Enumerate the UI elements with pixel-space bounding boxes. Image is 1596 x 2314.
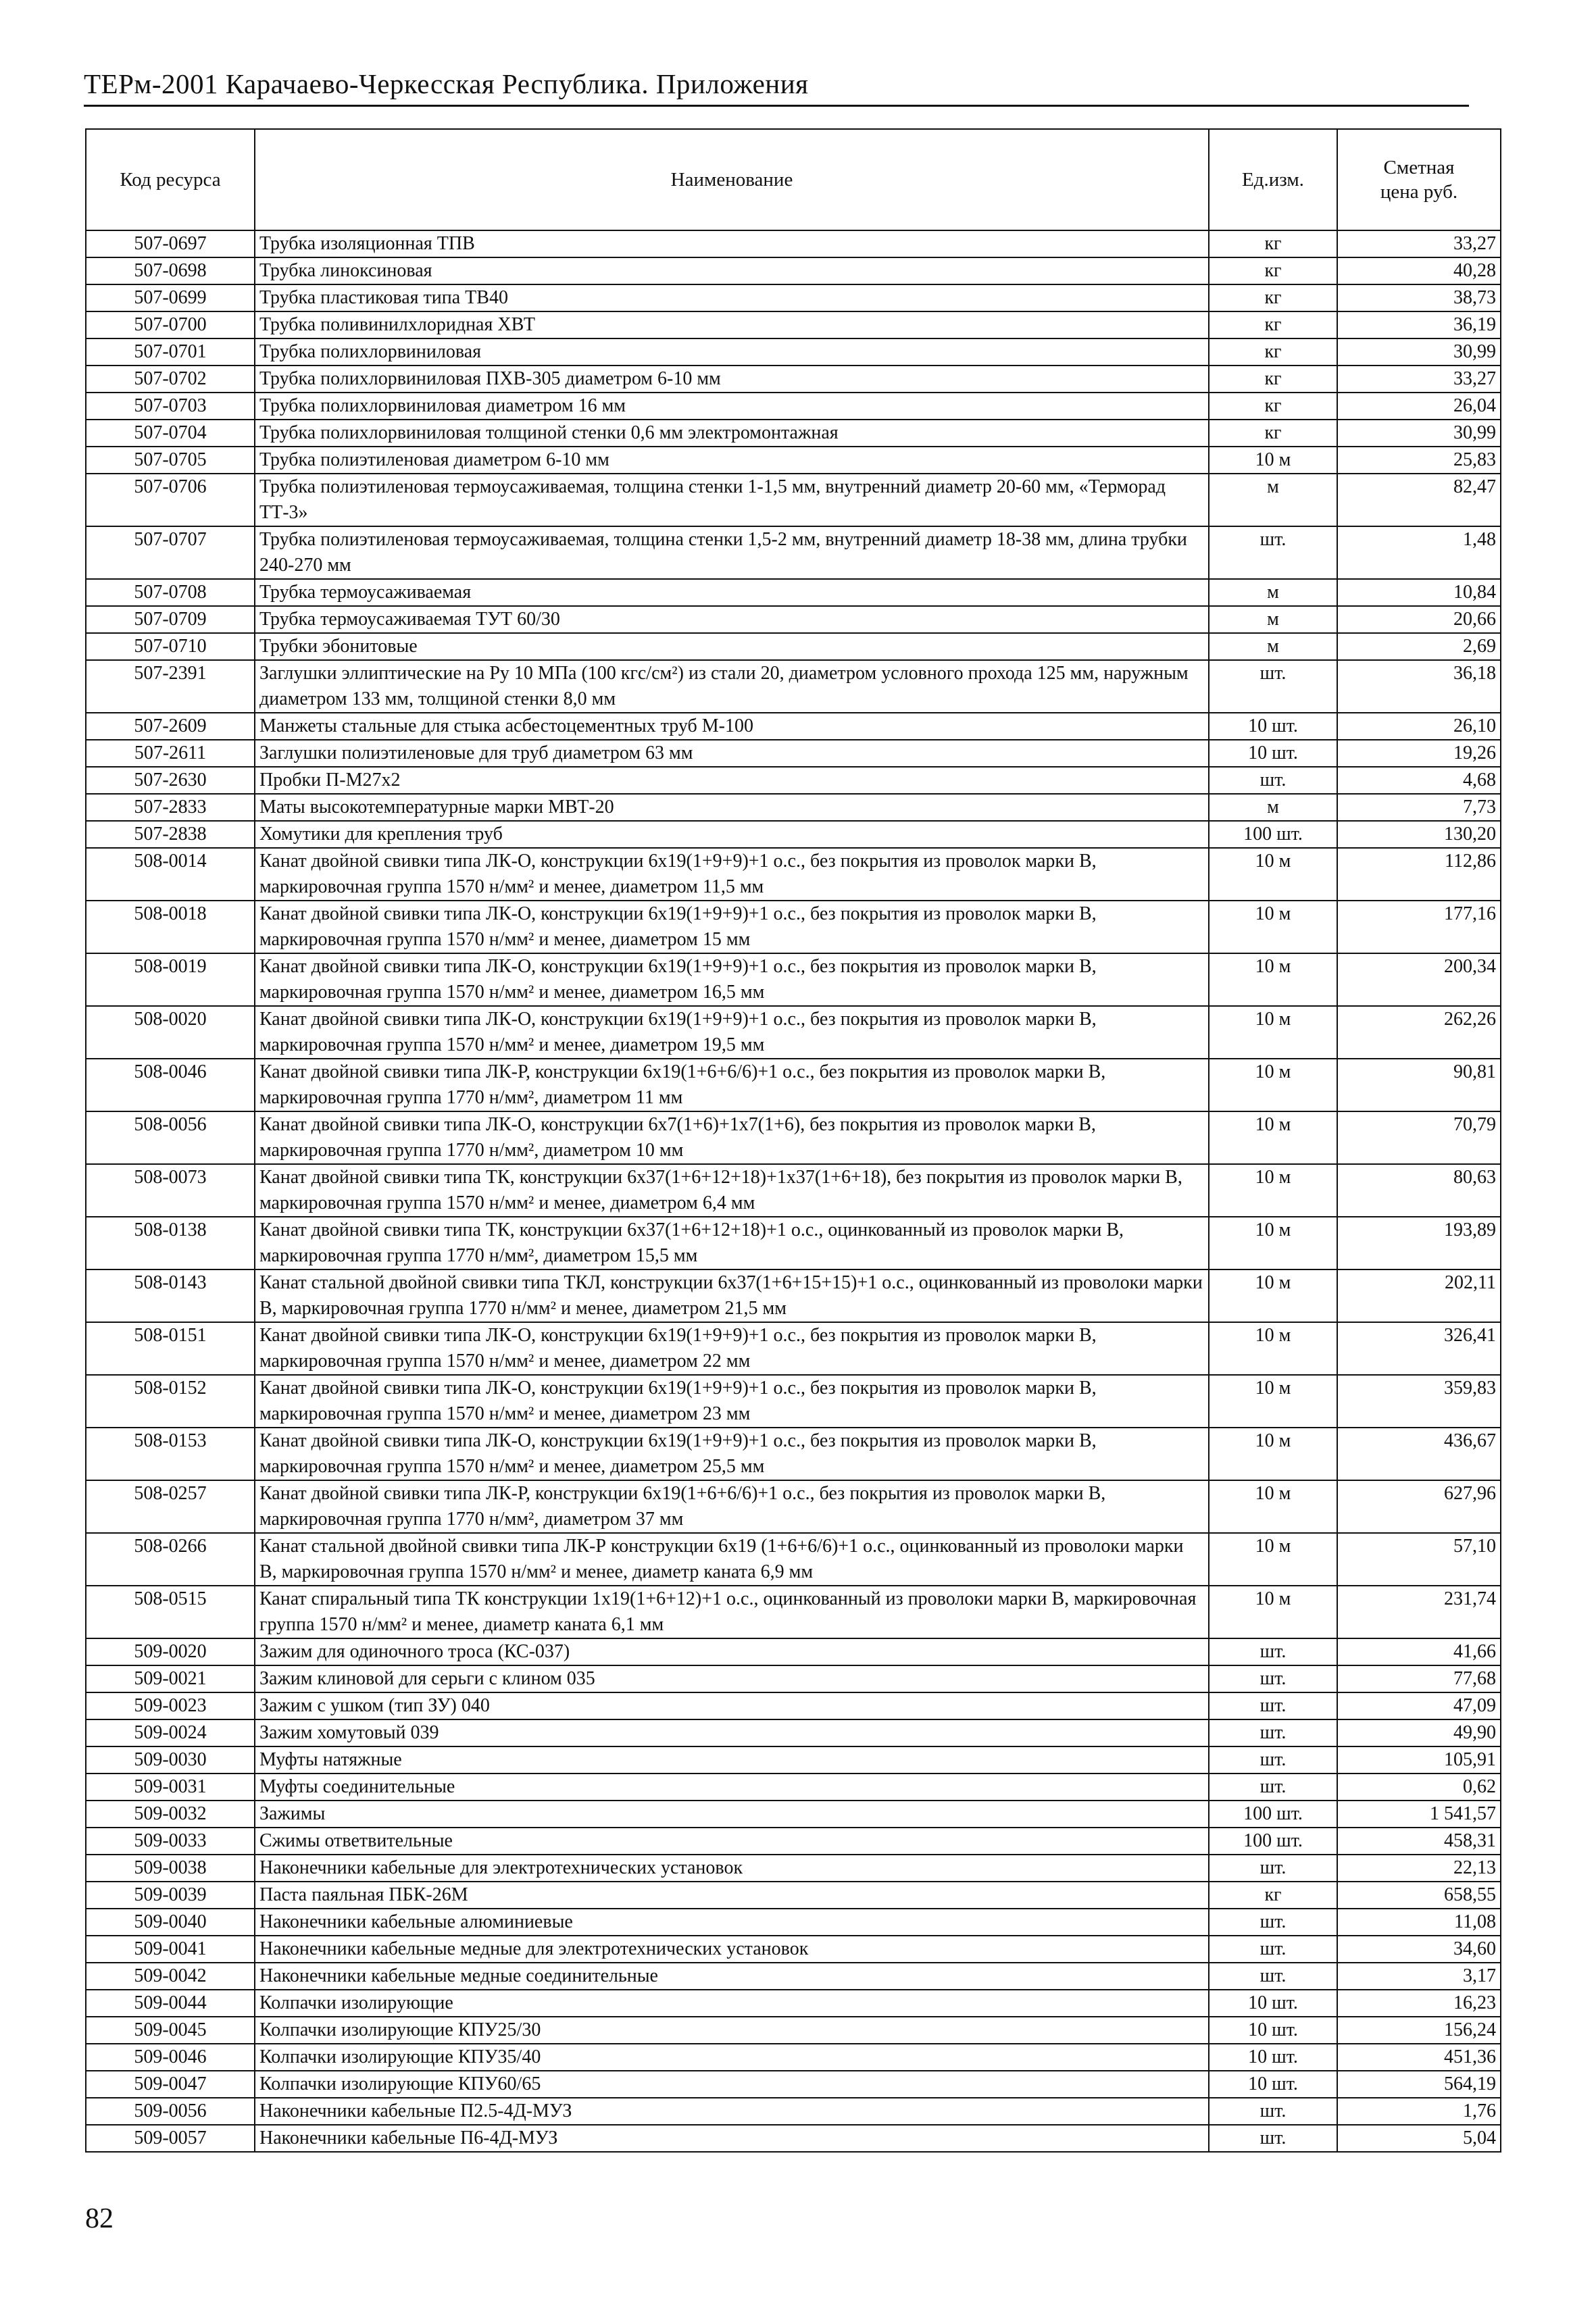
cell-unit: шт.	[1209, 1963, 1337, 1990]
cell-price: 1 541,57	[1337, 1801, 1501, 1828]
table-row	[86, 1963, 1501, 1990]
cell-price: 34,60	[1337, 1936, 1501, 1963]
cell-unit: 10 м	[1209, 901, 1337, 953]
cell-code: 508-0073	[86, 1164, 255, 1217]
cell-unit: 10 шт.	[1209, 2071, 1337, 2098]
cell-name: Пробки П-М27х2	[255, 767, 1209, 794]
cell-name: Муфты соединительные	[255, 1774, 1209, 1801]
cell-code: 508-0143	[86, 1269, 255, 1322]
cell-name: Наконечники кабельные П6-4Д-МУЗ	[255, 2125, 1209, 2152]
cell-price: 262,26	[1337, 1006, 1501, 1059]
cell-name: Канат двойной свивки типа ЛК-Р, конструкции 6х19(1+6+6/6)+1 о.с., без покрытия из проволок марки В, маркировочная группа 1770 н/мм², диаметром 11 мм	[255, 1059, 1209, 1111]
cell-name: Колпачки изолирующие КПУ35/40	[255, 2044, 1209, 2071]
cell-price: 200,34	[1337, 953, 1501, 1006]
cell-code: 508-0152	[86, 1375, 255, 1428]
cell-unit: 10 м	[1209, 953, 1337, 1006]
cell-code: 507-0705	[86, 447, 255, 474]
cell-price: 19,26	[1337, 740, 1501, 767]
cell-name: Трубка поливинилхлоридная ХВТ	[255, 311, 1209, 338]
cell-price: 47,09	[1337, 1692, 1501, 1719]
table-row	[86, 284, 1501, 311]
cell-code: 508-0151	[86, 1322, 255, 1375]
cell-name: Наконечники кабельные медные для электротехнических установок	[255, 1936, 1209, 1963]
cell-unit: шт.	[1209, 1638, 1337, 1665]
cell-unit: шт.	[1209, 1692, 1337, 1719]
cell-name: Наконечники кабельные медные соединительные	[255, 1963, 1209, 1990]
cell-unit: кг	[1209, 1882, 1337, 1909]
table-row	[86, 1638, 1501, 1665]
header-divider	[84, 105, 1469, 107]
cell-unit: кг	[1209, 393, 1337, 420]
cell-name: Заглушки эллиптические на Ру 10 МПа (100 кгс/см²) из стали 20, диаметром условного прохода 125 мм, наружным диаметром 133 мм, толщиной стенки 8,0 мм	[255, 660, 1209, 713]
cell-unit: кг	[1209, 284, 1337, 311]
cell-price: 1,76	[1337, 2098, 1501, 2125]
cell-name: Колпачки изолирующие	[255, 1990, 1209, 2017]
cell-unit: 10 м	[1209, 1480, 1337, 1533]
table-row	[86, 901, 1501, 953]
cell-code: 509-0024	[86, 1719, 255, 1746]
table-row	[86, 1006, 1501, 1059]
cell-price: 658,55	[1337, 1882, 1501, 1909]
cell-price: 41,66	[1337, 1638, 1501, 1665]
cell-unit: 10 шт.	[1209, 740, 1337, 767]
cell-price: 177,16	[1337, 901, 1501, 953]
table-row	[86, 1774, 1501, 1801]
cell-code: 508-0138	[86, 1217, 255, 1269]
table-row	[86, 257, 1501, 284]
cell-name: Наконечники кабельные для электротехнических установок	[255, 1855, 1209, 1882]
cell-code: 508-0257	[86, 1480, 255, 1533]
cell-code: 507-2833	[86, 794, 255, 821]
cell-unit: 100 шт.	[1209, 1801, 1337, 1828]
cell-name: Канат двойной свивки типа ЛК-О, конструкции 6х19(1+9+9)+1 о.с., без покрытия из проволок марки В, маркировочная группа 1570 н/мм² и менее, диаметром 19,5 мм	[255, 1006, 1209, 1059]
table-row	[86, 1586, 1501, 1638]
table-row	[86, 1164, 1501, 1217]
table-row	[86, 1801, 1501, 1828]
cell-name: Колпачки изолирующие КПУ60/65	[255, 2071, 1209, 2098]
table-row	[86, 1746, 1501, 1774]
column-header-unit: Ед.изм.	[1209, 129, 1337, 230]
cell-unit: 10 м	[1209, 1111, 1337, 1164]
cell-unit: шт.	[1209, 526, 1337, 579]
cell-price: 359,83	[1337, 1375, 1501, 1428]
table-row	[86, 579, 1501, 606]
cell-code: 508-0046	[86, 1059, 255, 1111]
table-row	[86, 1269, 1501, 1322]
cell-code: 509-0041	[86, 1936, 255, 1963]
cell-price: 16,23	[1337, 1990, 1501, 2017]
table-row	[86, 1828, 1501, 1855]
cell-code: 509-0045	[86, 2017, 255, 2044]
cell-price: 40,28	[1337, 257, 1501, 284]
cell-price: 57,10	[1337, 1533, 1501, 1586]
cell-code: 509-0021	[86, 1665, 255, 1692]
table-row	[86, 2044, 1501, 2071]
table-row	[86, 794, 1501, 821]
cell-price: 458,31	[1337, 1828, 1501, 1855]
cell-unit: 10 м	[1209, 1164, 1337, 1217]
cell-name: Зажим клиновой для серьги с клином 035	[255, 1665, 1209, 1692]
cell-price: 130,20	[1337, 821, 1501, 848]
cell-code: 507-0707	[86, 526, 255, 579]
cell-price: 627,96	[1337, 1480, 1501, 1533]
cell-name: Муфты натяжные	[255, 1746, 1209, 1774]
cell-price: 231,74	[1337, 1586, 1501, 1638]
table-row	[86, 2071, 1501, 2098]
page-header	[84, 66, 1469, 107]
cell-price: 326,41	[1337, 1322, 1501, 1375]
cell-unit: шт.	[1209, 1665, 1337, 1692]
cell-unit: шт.	[1209, 2098, 1337, 2125]
table-header-row	[86, 129, 1501, 230]
cell-name: Канат двойной свивки типа ЛК-О, конструкции 6х19(1+9+9)+1 о.с., без покрытия из проволок марки В, маркировочная группа 1570 н/мм² и менее, диаметром 23 мм	[255, 1375, 1209, 1428]
cell-price: 10,84	[1337, 579, 1501, 606]
cell-name: Канат двойной свивки типа ТК, конструкции 6х37(1+6+12+18)+1 о.с., оцинкованный из проволок марки В, маркировочная группа 1770 н/мм², диаметром 15,5 мм	[255, 1217, 1209, 1269]
cell-unit: кг	[1209, 420, 1337, 447]
table-row	[86, 740, 1501, 767]
table-row	[86, 338, 1501, 366]
cell-name: Маты высокотемпературные марки МВТ-20	[255, 794, 1209, 821]
cell-name: Канат двойной свивки типа ТК, конструкции 6х37(1+6+12+18)+1х37(1+6+18), без покрытия из проволок марки В, маркировочная группа 1570 н/мм² и менее, диаметром 6,4 мм	[255, 1164, 1209, 1217]
cell-code: 507-2611	[86, 740, 255, 767]
cell-price: 80,63	[1337, 1164, 1501, 1217]
cell-unit: 10 м	[1209, 1059, 1337, 1111]
cell-unit: 10 шт.	[1209, 1990, 1337, 2017]
table-row	[86, 447, 1501, 474]
table-row	[86, 474, 1501, 526]
table-row	[86, 420, 1501, 447]
cell-code: 507-0701	[86, 338, 255, 366]
table-row	[86, 1936, 1501, 1963]
cell-price: 77,68	[1337, 1665, 1501, 1692]
cell-code: 509-0038	[86, 1855, 255, 1882]
cell-code: 507-2391	[86, 660, 255, 713]
cell-code: 509-0056	[86, 2098, 255, 2125]
cell-price: 112,86	[1337, 848, 1501, 901]
cell-name: Трубка полихлорвиниловая толщиной стенки 0,6 мм электромонтажная	[255, 420, 1209, 447]
cell-name: Канат стальной двойной свивки типа ТКЛ, конструкции 6х37(1+6+15+15)+1 о.с., оцинкованный из проволоки марки В, маркировочная группа 1770 н/мм² и менее, диаметром 21,5 мм	[255, 1269, 1209, 1322]
cell-name: Канат двойной свивки типа ЛК-О, конструкции 6х19(1+9+9)+1 о.с., без покрытия из проволок марки В, маркировочная группа 1570 н/мм² и менее, диаметром 15 мм	[255, 901, 1209, 953]
cell-code: 509-0033	[86, 1828, 255, 1855]
table-row	[86, 633, 1501, 660]
cell-price: 202,11	[1337, 1269, 1501, 1322]
table-row	[86, 366, 1501, 393]
cell-code: 509-0042	[86, 1963, 255, 1990]
table-row	[86, 821, 1501, 848]
cell-name: Канат двойной свивки типа ЛК-О, конструкции 6х19(1+9+9)+1 о.с., без покрытия из проволок марки В, маркировочная группа 1570 н/мм² и менее, диаметром 25,5 мм	[255, 1428, 1209, 1480]
cell-price: 26,04	[1337, 393, 1501, 420]
cell-name: Канат двойной свивки типа ЛК-Р, конструкции 6х19(1+6+6/6)+1 о.с., без покрытия из проволок марки В, маркировочная группа 1770 н/мм², диаметром 37 мм	[255, 1480, 1209, 1533]
cell-price: 38,73	[1337, 284, 1501, 311]
cell-name: Трубка изоляционная ТПВ	[255, 230, 1209, 257]
table-row	[86, 311, 1501, 338]
cell-code: 509-0044	[86, 1990, 255, 2017]
cell-unit: кг	[1209, 257, 1337, 284]
cell-unit: 10 м	[1209, 1586, 1337, 1638]
cell-code: 509-0046	[86, 2044, 255, 2071]
cell-price: 70,79	[1337, 1111, 1501, 1164]
cell-unit: 10 м	[1209, 447, 1337, 474]
cell-name: Наконечники кабельные П2.5-4Д-МУЗ	[255, 2098, 1209, 2125]
cell-code: 507-0702	[86, 366, 255, 393]
cell-unit: шт.	[1209, 660, 1337, 713]
cell-name: Канат спиральный типа ТК конструкции 1х19(1+6+12)+1 о.с., оцинкованный из проволоки марки В, маркировочная группа 1570 н/мм² и менее, диаметр каната 6,1 мм	[255, 1586, 1209, 1638]
cell-code: 509-0020	[86, 1638, 255, 1665]
resource-price-table	[85, 128, 1501, 2153]
cell-code: 507-0703	[86, 393, 255, 420]
price-header-text: Сметная цена руб.	[1380, 157, 1458, 203]
table-row	[86, 953, 1501, 1006]
cell-code: 508-0014	[86, 848, 255, 901]
cell-unit: 10 м	[1209, 1375, 1337, 1428]
cell-price: 49,90	[1337, 1719, 1501, 1746]
table-row	[86, 1855, 1501, 1882]
cell-name: Паста паяльная ПБК-26М	[255, 1882, 1209, 1909]
cell-name: Канат двойной свивки типа ЛК-О, конструкции 6х7(1+6)+1х7(1+6), без покрытия из проволок марки В, маркировочная группа 1770 н/мм², диаметром 10 мм	[255, 1111, 1209, 1164]
cell-name: Трубка полихлорвиниловая ПХВ-305 диаметром 6-10 мм	[255, 366, 1209, 393]
cell-name: Трубка пластиковая типа ТВ40	[255, 284, 1209, 311]
cell-name: Колпачки изолирующие КПУ25/30	[255, 2017, 1209, 2044]
table-row	[86, 1217, 1501, 1269]
cell-unit: кг	[1209, 338, 1337, 366]
cell-code: 507-0698	[86, 257, 255, 284]
table-row	[86, 1990, 1501, 2017]
cell-unit: шт.	[1209, 1936, 1337, 1963]
cell-price: 20,66	[1337, 606, 1501, 633]
cell-code: 508-0020	[86, 1006, 255, 1059]
cell-name: Зажим с ушком (тип ЗУ) 040	[255, 1692, 1209, 1719]
cell-name: Трубки эбонитовые	[255, 633, 1209, 660]
cell-code: 508-0153	[86, 1428, 255, 1480]
cell-code: 509-0047	[86, 2071, 255, 2098]
cell-code: 507-0704	[86, 420, 255, 447]
cell-unit: 10 м	[1209, 1006, 1337, 1059]
cell-unit: шт.	[1209, 767, 1337, 794]
column-header-price	[1337, 129, 1501, 230]
cell-name: Канат стальной двойной свивки типа ЛК-Р конструкции 6х19 (1+6+6/6)+1 о.с., оцинкованный из проволоки марки В, маркировочная группа 1570 н/мм² и менее, диаметр каната 6,9 мм	[255, 1533, 1209, 1586]
cell-code: 508-0019	[86, 953, 255, 1006]
page-title: ТЕРм-2001 Карачаево-Черкесская Республика. Приложения	[84, 68, 809, 99]
cell-price: 7,73	[1337, 794, 1501, 821]
cell-price: 105,91	[1337, 1746, 1501, 1774]
cell-name: Трубка линоксиновая	[255, 257, 1209, 284]
cell-unit: м	[1209, 633, 1337, 660]
table-body	[86, 230, 1501, 2152]
cell-code: 507-2609	[86, 713, 255, 740]
page-number: 82	[85, 2203, 114, 2234]
cell-price: 156,24	[1337, 2017, 1501, 2044]
table-row	[86, 713, 1501, 740]
cell-code: 507-0706	[86, 474, 255, 526]
cell-price: 22,13	[1337, 1855, 1501, 1882]
cell-unit: 10 шт.	[1209, 713, 1337, 740]
cell-price: 33,27	[1337, 230, 1501, 257]
cell-price: 25,83	[1337, 447, 1501, 474]
cell-unit: шт.	[1209, 1746, 1337, 1774]
cell-name: Трубка полиэтиленовая диаметром 6-10 мм	[255, 447, 1209, 474]
cell-unit: 100 шт.	[1209, 1828, 1337, 1855]
table-row	[86, 1059, 1501, 1111]
table-row	[86, 230, 1501, 257]
table-row	[86, 606, 1501, 633]
cell-price: 82,47	[1337, 474, 1501, 526]
cell-code: 507-0699	[86, 284, 255, 311]
cell-price: 193,89	[1337, 1217, 1501, 1269]
cell-price: 3,17	[1337, 1963, 1501, 1990]
table-row	[86, 1375, 1501, 1428]
cell-unit: 100 шт.	[1209, 821, 1337, 848]
cell-unit: м	[1209, 794, 1337, 821]
cell-unit: кг	[1209, 366, 1337, 393]
cell-price: 451,36	[1337, 2044, 1501, 2071]
cell-unit: шт.	[1209, 1719, 1337, 1746]
cell-price: 36,19	[1337, 311, 1501, 338]
cell-code: 509-0031	[86, 1774, 255, 1801]
cell-code: 508-0056	[86, 1111, 255, 1164]
cell-price: 11,08	[1337, 1909, 1501, 1936]
table-row	[86, 1665, 1501, 1692]
cell-code: 507-0710	[86, 633, 255, 660]
cell-name: Хомутики для крепления труб	[255, 821, 1209, 848]
table-row	[86, 1692, 1501, 1719]
cell-name: Наконечники кабельные алюминиевые	[255, 1909, 1209, 1936]
table-row	[86, 1480, 1501, 1533]
cell-name: Сжимы ответвительные	[255, 1828, 1209, 1855]
cell-unit: шт.	[1209, 1909, 1337, 1936]
table-row	[86, 1533, 1501, 1586]
column-header-name: Наименование	[255, 129, 1209, 230]
cell-code: 509-0040	[86, 1909, 255, 1936]
cell-name: Зажим хомутовый 039	[255, 1719, 1209, 1746]
cell-price: 90,81	[1337, 1059, 1501, 1111]
cell-price: 36,18	[1337, 660, 1501, 713]
cell-code: 508-0266	[86, 1533, 255, 1586]
cell-unit: 10 м	[1209, 848, 1337, 901]
cell-name: Зажимы	[255, 1801, 1209, 1828]
cell-code: 509-0023	[86, 1692, 255, 1719]
cell-price: 30,99	[1337, 338, 1501, 366]
cell-name: Заглушки полиэтиленовые для труб диаметром 63 мм	[255, 740, 1209, 767]
cell-unit: 10 м	[1209, 1533, 1337, 1586]
cell-code: 507-0708	[86, 579, 255, 606]
cell-name: Трубка термоусаживаемая ТУТ 60/30	[255, 606, 1209, 633]
table-row	[86, 1322, 1501, 1375]
cell-name: Манжеты стальные для стыка асбестоцементных труб М-100	[255, 713, 1209, 740]
cell-unit: 10 м	[1209, 1428, 1337, 1480]
cell-code: 508-0018	[86, 901, 255, 953]
cell-code: 509-0030	[86, 1746, 255, 1774]
table-row	[86, 393, 1501, 420]
table-row	[86, 2017, 1501, 2044]
cell-price: 436,67	[1337, 1428, 1501, 1480]
cell-price: 0,62	[1337, 1774, 1501, 1801]
cell-unit: 10 шт.	[1209, 2044, 1337, 2071]
cell-price: 5,04	[1337, 2125, 1501, 2152]
cell-name: Канат двойной свивки типа ЛК-О, конструкции 6х19(1+9+9)+1 о.с., без покрытия из проволок марки В, маркировочная группа 1570 н/мм² и менее, диаметром 16,5 мм	[255, 953, 1209, 1006]
table-row	[86, 1882, 1501, 1909]
cell-name: Канат двойной свивки типа ЛК-О, конструкции 6х19(1+9+9)+1 о.с., без покрытия из проволок марки В, маркировочная группа 1570 н/мм² и менее, диаметром 11,5 мм	[255, 848, 1209, 901]
cell-code: 509-0032	[86, 1801, 255, 1828]
table-row	[86, 1719, 1501, 1746]
cell-code: 507-2630	[86, 767, 255, 794]
cell-name: Трубка полихлорвиниловая	[255, 338, 1209, 366]
cell-name: Зажим для одиночного троса (КС-037)	[255, 1638, 1209, 1665]
cell-code: 507-2838	[86, 821, 255, 848]
cell-unit: м	[1209, 579, 1337, 606]
cell-price: 33,27	[1337, 366, 1501, 393]
cell-unit: 10 м	[1209, 1217, 1337, 1269]
cell-price: 2,69	[1337, 633, 1501, 660]
cell-name: Трубка полиэтиленовая термоусаживаемая, толщина стенки 1-1,5 мм, внутренний диаметр 20-60 мм, «Терморад ТТ-3»	[255, 474, 1209, 526]
cell-unit: м	[1209, 606, 1337, 633]
table-row	[86, 767, 1501, 794]
cell-code: 508-0515	[86, 1586, 255, 1638]
table-row	[86, 526, 1501, 579]
cell-price: 26,10	[1337, 713, 1501, 740]
cell-code: 507-0697	[86, 230, 255, 257]
table-row	[86, 2098, 1501, 2125]
cell-code: 507-0700	[86, 311, 255, 338]
cell-name: Канат двойной свивки типа ЛК-О, конструкции 6х19(1+9+9)+1 о.с., без покрытия из проволок марки В, маркировочная группа 1570 н/мм² и менее, диаметром 22 мм	[255, 1322, 1209, 1375]
cell-unit: 10 шт.	[1209, 2017, 1337, 2044]
cell-unit: м	[1209, 474, 1337, 526]
cell-price: 564,19	[1337, 2071, 1501, 2098]
cell-price: 4,68	[1337, 767, 1501, 794]
cell-name: Трубка полиэтиленовая термоусаживаемая, толщина стенки 1,5-2 мм, внутренний диаметр 18-38 мм, длина трубки 240-270 мм	[255, 526, 1209, 579]
cell-unit: 10 м	[1209, 1269, 1337, 1322]
cell-unit: кг	[1209, 311, 1337, 338]
cell-price: 1,48	[1337, 526, 1501, 579]
column-header-code: Код ресурса	[86, 129, 255, 230]
cell-code: 509-0057	[86, 2125, 255, 2152]
table-row	[86, 660, 1501, 713]
cell-name: Трубка термоусаживаемая	[255, 579, 1209, 606]
cell-unit: шт.	[1209, 1855, 1337, 1882]
cell-code: 507-0709	[86, 606, 255, 633]
cell-price: 30,99	[1337, 420, 1501, 447]
cell-unit: шт.	[1209, 1774, 1337, 1801]
cell-name: Трубка полихлорвиниловая диаметром 16 мм	[255, 393, 1209, 420]
cell-unit: 10 м	[1209, 1322, 1337, 1375]
cell-unit: шт.	[1209, 2125, 1337, 2152]
table-row	[86, 2125, 1501, 2152]
table-row	[86, 1428, 1501, 1480]
cell-code: 509-0039	[86, 1882, 255, 1909]
table-row	[86, 848, 1501, 901]
table-row	[86, 1909, 1501, 1936]
cell-unit: кг	[1209, 230, 1337, 257]
table-row	[86, 1111, 1501, 1164]
